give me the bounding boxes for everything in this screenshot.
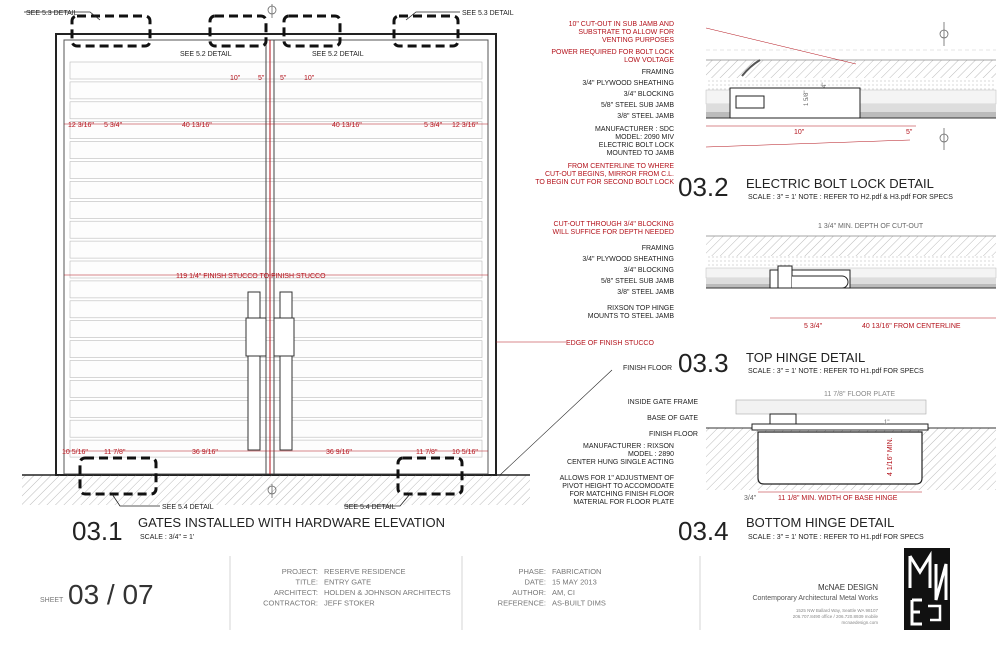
d33-framing	[706, 236, 996, 256]
d33-layer-label: 3/4" PLYWOOD SHEATHING	[582, 256, 674, 263]
d32-manufacturer-line: MANUFACTURER : SDC	[595, 126, 674, 133]
d33-dim-40: 40 13/16" FROM CENTERLINE	[862, 323, 961, 330]
dim-10-5-16-right: 10 5/16"	[452, 449, 478, 456]
finish-floor-label: FINISH FLOOR	[623, 365, 673, 372]
d34-manufacturer-line: CENTER HUNG SINGLE ACTING	[567, 459, 674, 466]
d32-bolt	[736, 96, 764, 108]
d33-hinge-arm	[792, 276, 848, 288]
d32-red-note: CUT-OUT BEGINS, MIRROR FROM C.L.	[545, 171, 674, 178]
dim-10-left: 10"	[230, 75, 241, 82]
d32-red-note: 10" CUT-OUT IN SUB JAMB AND	[568, 21, 674, 28]
dim-12-3-16-right: 12 3/16"	[452, 122, 478, 129]
company-address: 1525 NW Ballard Way, Seattle WA 98107	[795, 608, 878, 613]
d33-red-note: WILL SUFFICE FOR DEPTH NEEDED	[552, 229, 674, 236]
d33-dim-5-3-4: 5 3/4"	[804, 323, 823, 330]
d34-layer-label: INSIDE GATE FRAME	[627, 399, 698, 406]
d32-manufacturer-line: MOUNTED TO JAMB	[606, 150, 674, 157]
tb-label: REFERENCE:	[497, 598, 546, 608]
dim-40-right: 40 13/16"	[332, 122, 362, 129]
d34-width-base: 11 1/8" MIN. WIDTH OF BASE HINGE	[778, 495, 898, 502]
callout-box-53-left	[72, 16, 150, 46]
dim-36-left: 36 9/16"	[192, 449, 218, 456]
d32-manufacturer-line: MODEL: 2090 MIV	[615, 134, 674, 141]
d33-layer-label: FRAMING	[641, 245, 674, 252]
d32-red-note: VENTING PURPOSES	[602, 37, 674, 44]
d33-layer-labels	[582, 245, 674, 296]
d34-title: BOTTOM HINGE DETAIL	[746, 515, 895, 530]
dim-40-left: 40 13/16"	[182, 122, 212, 129]
d32-centerline-top	[940, 22, 948, 46]
elevation-number: 03.1	[72, 516, 123, 546]
d32-layer-label: FRAMING	[641, 69, 674, 76]
d32-manufacturer	[595, 126, 674, 157]
detail-03-3	[553, 221, 996, 378]
d32-layer-labels	[582, 69, 674, 120]
see-53-right: SEE 5.3 DETAIL	[462, 10, 514, 17]
gate-slat	[70, 380, 482, 397]
d34-allows-line: MATERIAL FOR FLOOR PLATE	[573, 499, 674, 506]
d34-number: 03.4	[678, 516, 729, 546]
d33-title: TOP HINGE DETAIL	[746, 350, 866, 365]
d33-red-note: CUT-OUT THROUGH 3/4" BLOCKING	[553, 221, 674, 228]
d34-manufacturer	[567, 443, 674, 466]
gate-slat	[70, 281, 482, 298]
d34-layer-label: BASE OF GATE	[647, 415, 698, 422]
gate-slat	[70, 241, 482, 258]
dim-36-right: 36 9/16"	[326, 449, 352, 456]
gate-slat	[70, 221, 482, 238]
elevation-scale: SCALE : 3/4" = 1'	[140, 534, 195, 541]
d34-dim-34: 3/4"	[744, 495, 757, 502]
d34-manufacturer-line: MANUFACTURER : RIXSON	[582, 443, 674, 450]
gate-slat	[70, 420, 482, 437]
d32-scale: SCALE : 3" = 1' NOTE : REFER TO H2.pdf & H3.pdf FOR SPECS	[748, 194, 953, 201]
d34-dim-1: 1"	[884, 420, 890, 426]
d34-allows-note	[560, 475, 675, 506]
d32-red-note: POWER REQUIRED FOR BOLT LOCK	[551, 49, 674, 56]
detail-03-4	[560, 391, 996, 546]
right-handle-bar	[274, 318, 294, 356]
company-tagline: Contemporary Architectural Metal Works	[752, 595, 878, 602]
dim-overall: 119 1/4" FINISH STUCCO TO FINISH STUCCO	[176, 273, 326, 280]
d32-dim-158: 1 5/8"	[804, 90, 810, 106]
company-phone: 206.707.8490 office / 206.720.8939 mobile	[792, 614, 878, 619]
d34-hinge-top	[770, 414, 796, 424]
gate-slat	[70, 162, 482, 179]
d34-allows-line: ALLOWS FOR 1" ADJUSTMENT OF	[559, 475, 674, 482]
d32-centerline-note	[535, 163, 674, 186]
edge-of-finish-stucco: EDGE OF FINISH STUCCO	[566, 340, 654, 347]
tb-label: DATE:	[524, 577, 546, 587]
title-block-project-info	[263, 567, 451, 608]
d34-floor-plate: 11 7/8" FLOOR PLATE	[824, 391, 896, 398]
see-52-left: SEE 5.2 DETAIL	[180, 51, 232, 58]
title-block	[40, 548, 950, 630]
d33-blocking	[706, 268, 996, 278]
gate-slat	[70, 201, 482, 218]
title-block-phase-info	[498, 567, 606, 608]
gate-slat	[70, 361, 482, 378]
see-53-left: SEE 5.3 DETAIL	[26, 10, 78, 17]
detail-03-2	[535, 21, 996, 202]
tb-label: PHASE:	[518, 567, 546, 576]
tb-label: TITLE:	[295, 577, 318, 587]
left-handle-bar	[246, 318, 266, 356]
d32-red-note: LOW VOLTAGE	[624, 57, 674, 64]
d32-red-note: FROM CENTERLINE TO WHERE	[567, 163, 674, 170]
see-54-left: SEE 5.4 DETAIL	[162, 504, 214, 511]
elevation-title: GATES INSTALLED WITH HARDWARE ELEVATION	[138, 515, 445, 530]
d34-base-box	[758, 432, 922, 484]
d32-dim-5: 5"	[906, 129, 913, 136]
tb-value: 15 MAY 2013	[552, 577, 597, 587]
d34-layer-labels	[628, 399, 699, 438]
callout-box-52-left	[210, 16, 266, 46]
company-web: mcnaedesign.com	[841, 620, 878, 625]
d34-manufacturer-line: MODEL : 2890	[627, 451, 674, 458]
tb-value: HOLDEN & JOHNSON ARCHITECTS	[324, 588, 451, 597]
d33-layer-label: 5/8" STEEL SUB JAMB	[600, 278, 674, 285]
tb-value: ENTRY GATE	[324, 577, 372, 587]
d32-centerline-bottom	[940, 128, 948, 150]
dim-11-7-8-left: 11 7/8"	[104, 449, 126, 456]
callout-box-53-right	[394, 16, 458, 46]
d32-dim-4: 4"	[822, 82, 828, 88]
tb-value: AM, CI	[552, 588, 575, 597]
dim-10-right: 10"	[304, 75, 315, 82]
d33-layer-label: 3/8" STEEL JAMB	[617, 289, 674, 296]
d33-rixson-line: MOUNTS TO STEEL JAMB	[587, 313, 674, 320]
see-52-right: SEE 5.2 DETAIL	[312, 51, 364, 58]
tb-label: ARCHITECT:	[273, 588, 318, 597]
tb-value: RESERVE RESIDENCE	[324, 567, 406, 576]
d33-sub-jamb	[706, 278, 996, 284]
d32-red-note: SUBSTRATE TO ALLOW FOR	[578, 29, 674, 36]
d33-sheathing	[706, 256, 996, 268]
gate-slat	[70, 142, 482, 159]
d34-floor-plate-bar	[752, 424, 928, 430]
d34-allows-line: FOR MATCHING FINISH FLOOR	[569, 491, 674, 498]
left-handle	[248, 292, 260, 450]
d33-rixson-line: RIXSON TOP HINGE	[607, 305, 674, 312]
gate-slat	[70, 82, 482, 99]
tb-label: PROJECT:	[281, 567, 318, 576]
tb-value: FABRICATION	[552, 567, 602, 576]
dim-10-5-16-left: 10 5/16"	[62, 449, 88, 456]
d34-allows-line: PIVOT HEIGHT TO ACCOMODATE	[562, 483, 674, 490]
d34-dim-4116: 4 1/16" MIN.	[887, 437, 894, 476]
d32-layer-label: 5/8" STEEL SUB JAMB	[600, 102, 674, 109]
callout-box-52-right	[284, 16, 340, 46]
gate-slat	[70, 62, 482, 79]
dim-5-3-4-left: 5 3/4"	[104, 122, 123, 129]
d32-layer-label: 3/4" PLYWOOD SHEATHING	[582, 80, 674, 87]
company-name: McNAE DESIGN	[817, 583, 878, 592]
d33-red-notes	[553, 221, 674, 236]
d32-red-notes	[551, 21, 674, 64]
d34-scale: SCALE : 3" = 1' NOTE : REFER TO H1.pdf FOR SPECS	[748, 534, 924, 541]
dim-5-right: 5"	[280, 75, 287, 82]
dim-5-3-4-right: 5 3/4"	[424, 122, 443, 129]
d32-red-note: TO BEGIN CUT FOR SECOND BOLT LOCK	[535, 179, 674, 186]
sheet-label: SHEET	[40, 597, 64, 604]
gate-slat	[70, 301, 482, 318]
gate-slat	[70, 181, 482, 198]
d33-hinge-body	[778, 266, 792, 288]
tb-value: AS-BUILT DIMS	[552, 598, 606, 608]
dim-5-left: 5"	[258, 75, 265, 82]
sheet-number: 03 / 07	[68, 579, 154, 610]
d32-number: 03.2	[678, 172, 729, 202]
tb-label: AUTHOR:	[512, 588, 546, 597]
gate-slat	[70, 102, 482, 119]
d33-depth: 1 3/4" MIN. DEPTH OF CUT-OUT	[818, 223, 924, 230]
d32-manufacturer-line: ELECTRIC BOLT LOCK	[598, 142, 674, 149]
d32-dim-10: 10"	[794, 129, 805, 136]
d32-title: ELECTRIC BOLT LOCK DETAIL	[746, 176, 934, 191]
d33-rixson-note	[588, 305, 675, 320]
see-54-right: SEE 5.4 DETAIL	[344, 504, 396, 511]
d33-number: 03.3	[678, 348, 729, 378]
d34-gate-frame	[736, 400, 926, 414]
right-handle	[280, 292, 292, 450]
d33-scale: SCALE : 3" = 1' NOTE : REFER TO H1.pdf FOR SPECS	[748, 368, 924, 375]
d33-steel-jamb	[706, 284, 996, 288]
mcnae-logo	[904, 548, 950, 630]
tb-label: CONTRACTOR:	[263, 598, 318, 608]
d34-layer-label: FINISH FLOOR	[648, 431, 698, 438]
d32-layer-label: 3/4" BLOCKING	[623, 91, 674, 98]
gate-slat	[70, 400, 482, 417]
gate-slats	[70, 62, 482, 457]
d32-layer-label: 3/8" STEEL JAMB	[617, 113, 674, 120]
d33-layer-label: 3/4" BLOCKING	[623, 267, 674, 274]
dim-11-7-8-right: 11 7/8"	[416, 449, 438, 456]
dim-12-3-16-left: 12 3/16"	[68, 122, 94, 129]
centerline-symbol-top	[268, 4, 276, 18]
tb-value: JEFF STOKER	[324, 598, 375, 608]
